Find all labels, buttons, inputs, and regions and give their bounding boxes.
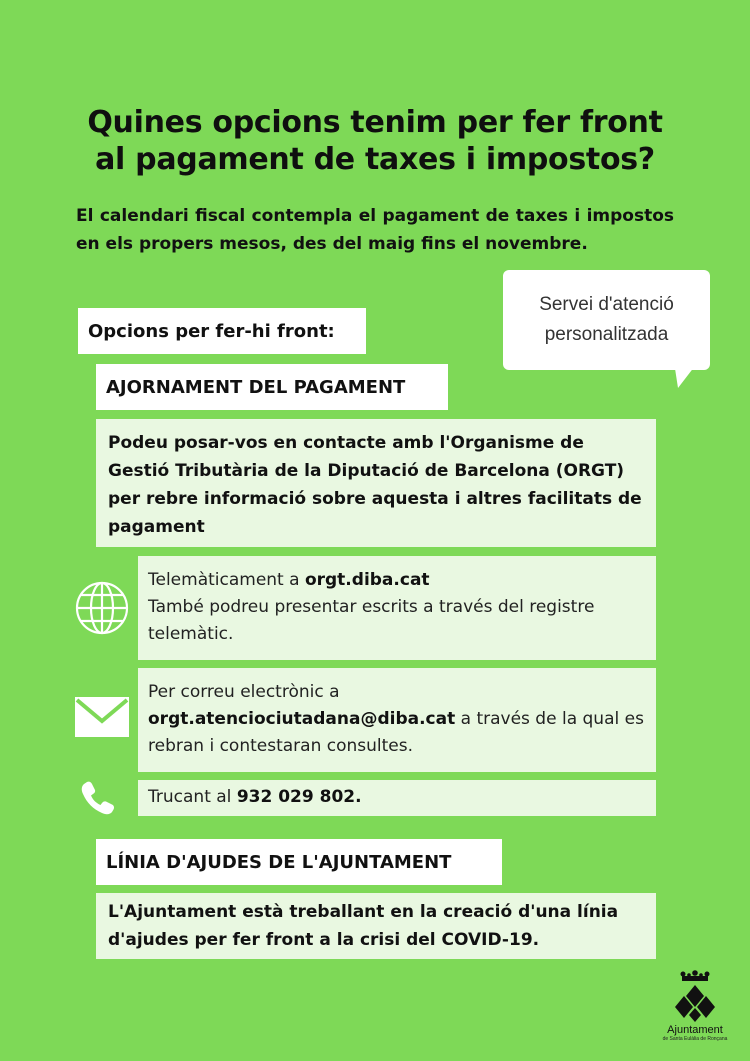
speech-bubble (503, 270, 710, 370)
logo-subtitle: de Santa Eulàlia de Ronçana (662, 1036, 728, 1042)
email-address-link[interactable]: orgt.atenciociutadana@diba.cat (148, 709, 456, 729)
ajornament-body: Podeu posar-vos en contacte amb l'Organisme de Gestió Tributària de la Diputació de Barcelona (ORGT) per rebre informació sobre aquesta i altres facilitats de pagament (96, 419, 656, 547)
speech-bubble-tail (672, 362, 702, 392)
ajornament-heading: AJORNAMENT DEL PAGAMENT (96, 364, 448, 410)
intro-text: El calendari fiscal contempla el pagament de taxes i impostos en els propers mesos, des del maig fins el novembre. (76, 206, 674, 254)
bubble-line-1: Servei d'atenció (539, 294, 674, 315)
phone-number[interactable]: 932 029 802. (236, 787, 362, 807)
linia-heading: LÍNIA D'AJUDES DE L'AJUNTAMENT (96, 839, 502, 885)
web-link[interactable]: orgt.diba.cat (304, 570, 430, 590)
bubble-line-2: personalitzada (544, 324, 669, 345)
email-contact-rest: a través de la qual es rebran i contestaran consultes. (148, 709, 644, 756)
page-title (40, 104, 710, 178)
email-contact-prefix: Per correu electrònic a (148, 682, 340, 702)
coat-of-arms-icon (670, 968, 720, 1024)
linia-body: L'Ajuntament està treballant en la creació d'una línia d'ajudes per fer front a la crisi del COVID-19. (96, 893, 656, 959)
options-label: Opcions per fer-hi front: (78, 308, 366, 354)
ajuntament-logo (650, 968, 740, 1053)
phone-contact-prefix: Trucant al (148, 787, 237, 807)
title-line-2: al pagament de taxes i impostos? (95, 142, 655, 177)
web-contact-rest: També podreu presentar escrits a través del registre telemàtic. (148, 597, 595, 644)
web-contact-box (138, 556, 656, 660)
phone-icon (80, 780, 116, 816)
envelope-icon (75, 697, 129, 737)
globe-icon (74, 580, 130, 636)
email-contact-box (138, 668, 656, 772)
logo-name: Ajuntament (667, 1024, 723, 1036)
web-contact-prefix: Telemàticament a (148, 570, 305, 590)
title-line-1: Quines opcions tenim per fer front (87, 105, 663, 140)
phone-contact-box (138, 780, 656, 816)
